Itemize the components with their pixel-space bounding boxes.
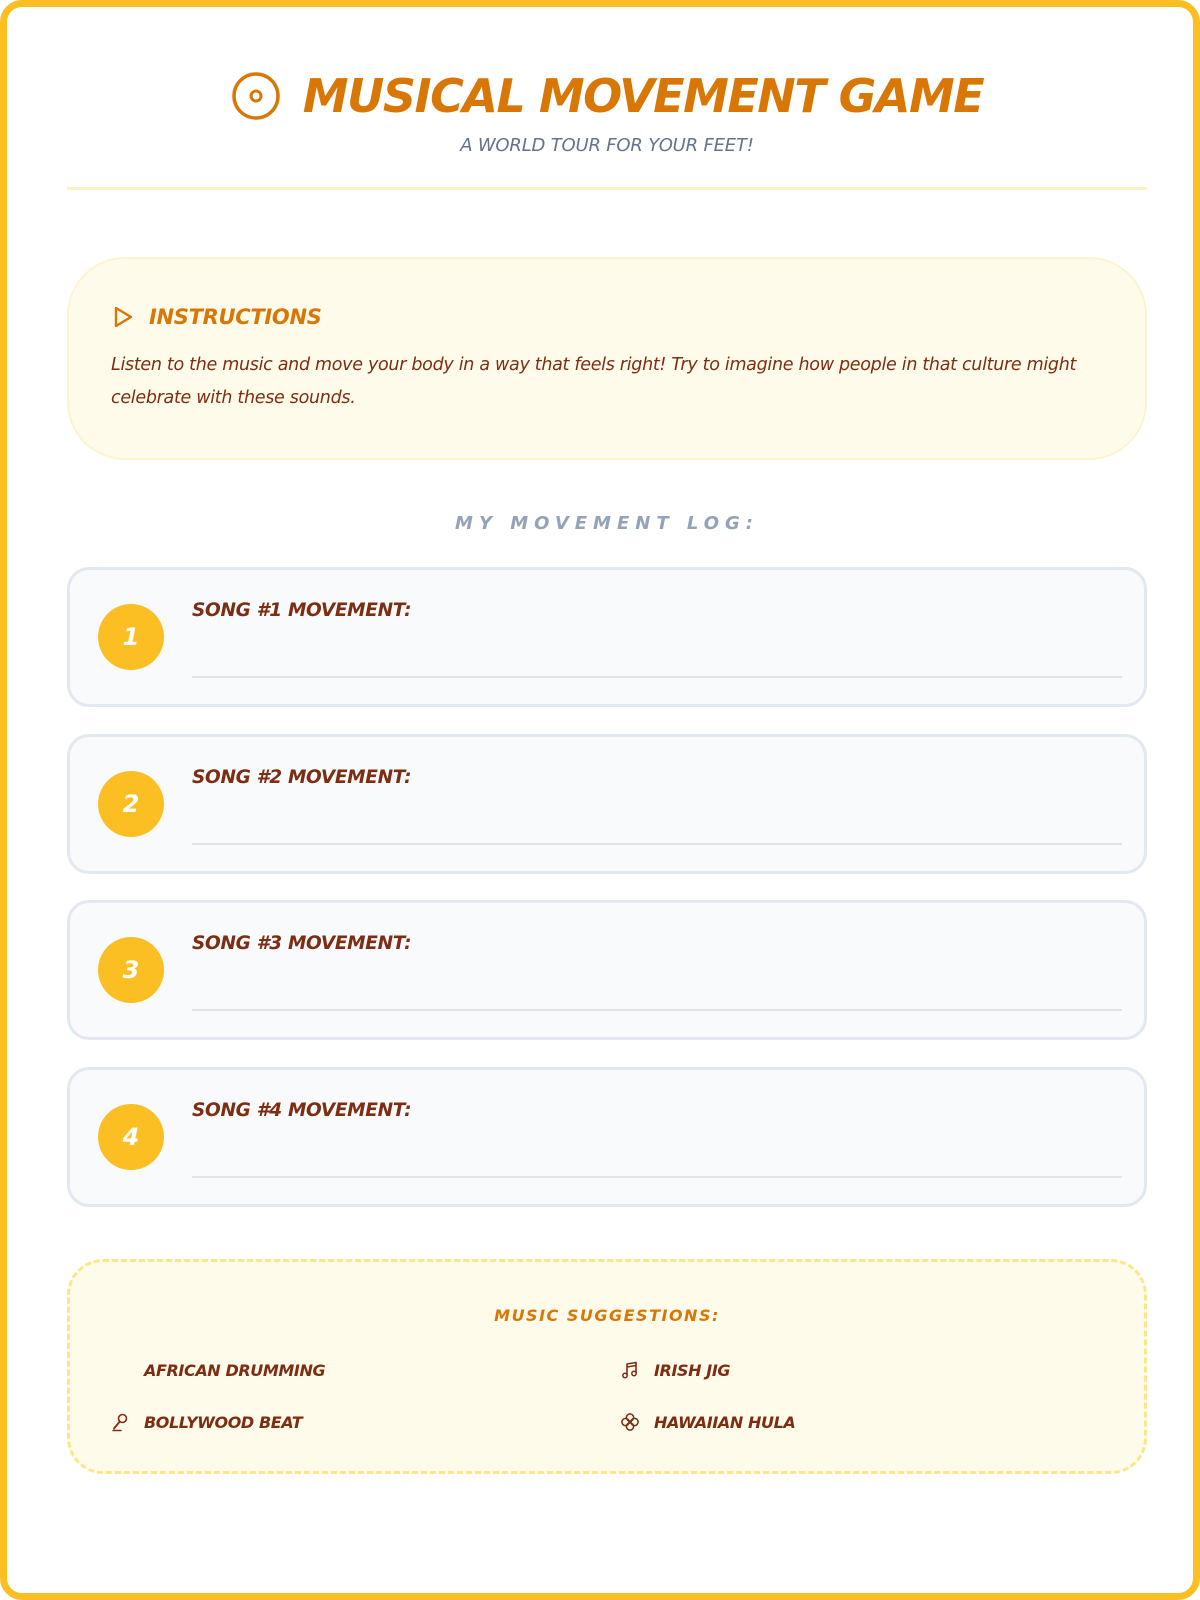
instructions-text: Listen to the music and move your body in a way that feels right! Try to imagine how people in that culture might celebrate with these sounds. — [111, 355, 1077, 408]
song-number-badge: 4 — [98, 1104, 164, 1170]
instructions-heading — [111, 303, 1105, 331]
suggestion-label: IRISH JIG — [654, 1360, 731, 1380]
song-movement-label: SONG #2 MOVEMENT: — [192, 767, 412, 788]
song-number-badge: 3 — [98, 937, 164, 1003]
page-subtitle: A WORLD TOUR FOR YOUR FEET! — [460, 135, 754, 156]
song-answer-line[interactable] — [192, 676, 1122, 678]
movement-log-label: MY MOVEMENT LOG: — [455, 513, 759, 534]
music-note-icon — [620, 1360, 640, 1380]
song-movement-label: SONG #3 MOVEMENT: — [192, 933, 412, 954]
song-card-2 — [67, 734, 1147, 874]
flower-icon — [620, 1412, 640, 1432]
instructions-title: INSTRUCTIONS — [149, 305, 322, 329]
song-answer-line[interactable] — [192, 1009, 1122, 1011]
suggestion-african-drumming — [110, 1358, 325, 1382]
suggestion-label: BOLLYWOOD BEAT — [144, 1412, 303, 1432]
song-movement-label: SONG #4 MOVEMENT: — [192, 1100, 412, 1121]
instructions-panel — [67, 257, 1147, 460]
music-suggestions-panel — [67, 1259, 1147, 1474]
suggestion-irish-jig — [620, 1358, 730, 1382]
suggestion-label: AFRICAN DRUMMING — [144, 1360, 326, 1380]
suggestion-label: HAWAIIAN HULA — [654, 1412, 796, 1432]
song-answer-line[interactable] — [192, 843, 1122, 845]
song-card-1 — [67, 567, 1147, 707]
microphone-icon — [110, 1412, 130, 1432]
drum-icon — [110, 1360, 130, 1380]
page-title: MUSICAL MOVEMENT GAME — [302, 69, 984, 123]
song-movement-label: SONG #1 MOVEMENT: — [192, 600, 412, 621]
song-number-badge: 1 — [98, 604, 164, 670]
header-divider — [67, 187, 1147, 190]
song-answer-line[interactable] — [192, 1176, 1122, 1178]
disc-icon — [231, 71, 281, 121]
play-icon — [111, 305, 135, 329]
song-card-3 — [67, 900, 1147, 1040]
song-card-4 — [67, 1067, 1147, 1207]
title-row — [67, 63, 1147, 129]
suggestion-bollywood-beat — [110, 1410, 302, 1434]
song-number-badge: 2 — [98, 771, 164, 837]
header — [67, 63, 1147, 156]
suggestions-title: MUSIC SUGGESTIONS: — [494, 1306, 720, 1325]
suggestion-hawaiian-hula — [620, 1410, 795, 1434]
